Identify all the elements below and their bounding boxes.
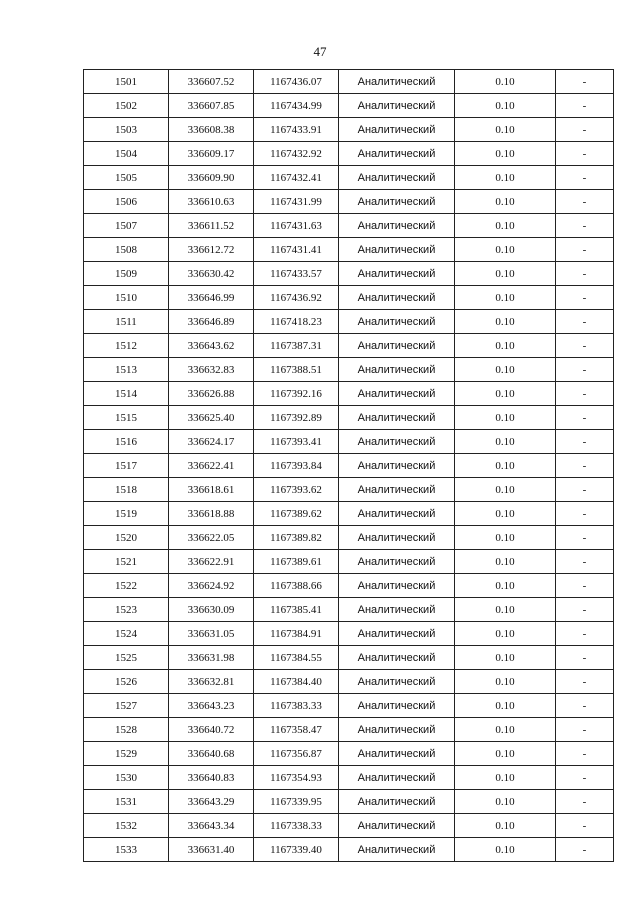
y-coordinate-cell: 1167388.51 (254, 358, 339, 382)
y-coordinate-cell: 1167392.16 (254, 382, 339, 406)
table-row (84, 358, 614, 382)
method-cell: Аналитический (339, 574, 455, 598)
x-coordinate-cell: 336618.61 (169, 478, 254, 502)
point-number-cell: 1524 (84, 622, 169, 646)
table-row (84, 478, 614, 502)
table-row (84, 742, 614, 766)
y-coordinate-cell: 1167389.82 (254, 526, 339, 550)
point-number-cell: 1501 (84, 70, 169, 94)
method-cell: Аналитический (339, 214, 455, 238)
y-coordinate-cell: 1167434.99 (254, 94, 339, 118)
table-row (84, 502, 614, 526)
table-row (84, 262, 614, 286)
table-row (84, 598, 614, 622)
note-cell: - (556, 694, 614, 718)
point-number-cell: 1512 (84, 334, 169, 358)
y-coordinate-cell: 1167393.41 (254, 430, 339, 454)
x-coordinate-cell: 336625.40 (169, 406, 254, 430)
note-cell: - (556, 454, 614, 478)
method-cell: Аналитический (339, 358, 455, 382)
note-cell: - (556, 814, 614, 838)
method-cell: Аналитический (339, 94, 455, 118)
y-coordinate-cell: 1167384.40 (254, 670, 339, 694)
x-coordinate-cell: 336640.72 (169, 718, 254, 742)
accuracy-cell: 0.10 (455, 70, 556, 94)
y-coordinate-cell: 1167389.62 (254, 502, 339, 526)
point-number-cell: 1528 (84, 718, 169, 742)
table-row (84, 166, 614, 190)
x-coordinate-cell: 336643.34 (169, 814, 254, 838)
table-row (84, 430, 614, 454)
note-cell: - (556, 742, 614, 766)
table-row (84, 454, 614, 478)
x-coordinate-cell: 336607.85 (169, 94, 254, 118)
note-cell: - (556, 238, 614, 262)
point-number-cell: 1502 (84, 94, 169, 118)
accuracy-cell: 0.10 (455, 790, 556, 814)
table-row (84, 70, 614, 94)
x-coordinate-cell: 336609.90 (169, 166, 254, 190)
x-coordinate-cell: 336610.63 (169, 190, 254, 214)
table-row (84, 574, 614, 598)
x-coordinate-cell: 336612.72 (169, 238, 254, 262)
accuracy-cell: 0.10 (455, 478, 556, 502)
point-number-cell: 1506 (84, 190, 169, 214)
accuracy-cell: 0.10 (455, 550, 556, 574)
x-coordinate-cell: 336643.62 (169, 334, 254, 358)
method-cell: Аналитический (339, 334, 455, 358)
point-number-cell: 1522 (84, 574, 169, 598)
note-cell: - (556, 430, 614, 454)
note-cell: - (556, 190, 614, 214)
method-cell: Аналитический (339, 310, 455, 334)
y-coordinate-cell: 1167384.91 (254, 622, 339, 646)
accuracy-cell: 0.10 (455, 622, 556, 646)
method-cell: Аналитический (339, 454, 455, 478)
y-coordinate-cell: 1167385.41 (254, 598, 339, 622)
y-coordinate-cell: 1167431.41 (254, 238, 339, 262)
method-cell: Аналитический (339, 766, 455, 790)
y-coordinate-cell: 1167354.93 (254, 766, 339, 790)
note-cell: - (556, 286, 614, 310)
accuracy-cell: 0.10 (455, 310, 556, 334)
y-coordinate-cell: 1167388.66 (254, 574, 339, 598)
method-cell: Аналитический (339, 814, 455, 838)
accuracy-cell: 0.10 (455, 430, 556, 454)
accuracy-cell: 0.10 (455, 574, 556, 598)
accuracy-cell: 0.10 (455, 838, 556, 862)
table-row (84, 622, 614, 646)
y-coordinate-cell: 1167431.99 (254, 190, 339, 214)
accuracy-cell: 0.10 (455, 406, 556, 430)
x-coordinate-cell: 336646.99 (169, 286, 254, 310)
y-coordinate-cell: 1167339.95 (254, 790, 339, 814)
accuracy-cell: 0.10 (455, 502, 556, 526)
method-cell: Аналитический (339, 406, 455, 430)
accuracy-cell: 0.10 (455, 166, 556, 190)
point-number-cell: 1514 (84, 382, 169, 406)
method-cell: Аналитический (339, 790, 455, 814)
method-cell: Аналитический (339, 70, 455, 94)
y-coordinate-cell: 1167384.55 (254, 646, 339, 670)
note-cell: - (556, 478, 614, 502)
x-coordinate-cell: 336631.40 (169, 838, 254, 862)
y-coordinate-cell: 1167418.23 (254, 310, 339, 334)
note-cell: - (556, 70, 614, 94)
y-coordinate-cell: 1167393.62 (254, 478, 339, 502)
x-coordinate-cell: 336622.91 (169, 550, 254, 574)
table-row (84, 550, 614, 574)
y-coordinate-cell: 1167431.63 (254, 214, 339, 238)
accuracy-cell: 0.10 (455, 598, 556, 622)
x-coordinate-cell: 336643.23 (169, 694, 254, 718)
point-number-cell: 1515 (84, 406, 169, 430)
x-coordinate-cell: 336611.52 (169, 214, 254, 238)
x-coordinate-cell: 336632.83 (169, 358, 254, 382)
y-coordinate-cell: 1167338.33 (254, 814, 339, 838)
point-number-cell: 1518 (84, 478, 169, 502)
table-row (84, 214, 614, 238)
note-cell: - (556, 646, 614, 670)
accuracy-cell: 0.10 (455, 694, 556, 718)
point-number-cell: 1511 (84, 310, 169, 334)
table-row (84, 766, 614, 790)
accuracy-cell: 0.10 (455, 454, 556, 478)
method-cell: Аналитический (339, 478, 455, 502)
x-coordinate-cell: 336631.98 (169, 646, 254, 670)
x-coordinate-cell: 336618.88 (169, 502, 254, 526)
point-number-cell: 1526 (84, 670, 169, 694)
table-row (84, 790, 614, 814)
table-row (84, 670, 614, 694)
accuracy-cell: 0.10 (455, 238, 556, 262)
accuracy-cell: 0.10 (455, 262, 556, 286)
point-number-cell: 1507 (84, 214, 169, 238)
y-coordinate-cell: 1167389.61 (254, 550, 339, 574)
table-row (84, 526, 614, 550)
table-row (84, 718, 614, 742)
y-coordinate-cell: 1167387.31 (254, 334, 339, 358)
table-row (84, 94, 614, 118)
method-cell: Аналитический (339, 286, 455, 310)
accuracy-cell: 0.10 (455, 142, 556, 166)
method-cell: Аналитический (339, 598, 455, 622)
y-coordinate-cell: 1167433.57 (254, 262, 339, 286)
note-cell: - (556, 718, 614, 742)
point-number-cell: 1532 (84, 814, 169, 838)
x-coordinate-cell: 336609.17 (169, 142, 254, 166)
method-cell: Аналитический (339, 646, 455, 670)
y-coordinate-cell: 1167432.92 (254, 142, 339, 166)
note-cell: - (556, 310, 614, 334)
y-coordinate-cell: 1167358.47 (254, 718, 339, 742)
accuracy-cell: 0.10 (455, 382, 556, 406)
accuracy-cell: 0.10 (455, 670, 556, 694)
note-cell: - (556, 790, 614, 814)
note-cell: - (556, 406, 614, 430)
note-cell: - (556, 670, 614, 694)
method-cell: Аналитический (339, 694, 455, 718)
method-cell: Аналитический (339, 550, 455, 574)
point-number-cell: 1533 (84, 838, 169, 862)
point-number-cell: 1527 (84, 694, 169, 718)
method-cell: Аналитический (339, 502, 455, 526)
method-cell: Аналитический (339, 622, 455, 646)
note-cell: - (556, 214, 614, 238)
table-row (84, 814, 614, 838)
table-row (84, 382, 614, 406)
table-row (84, 238, 614, 262)
method-cell: Аналитический (339, 670, 455, 694)
point-number-cell: 1523 (84, 598, 169, 622)
table-row (84, 694, 614, 718)
note-cell: - (556, 550, 614, 574)
point-number-cell: 1505 (84, 166, 169, 190)
table-row (84, 190, 614, 214)
method-cell: Аналитический (339, 142, 455, 166)
method-cell: Аналитический (339, 838, 455, 862)
point-number-cell: 1508 (84, 238, 169, 262)
point-number-cell: 1503 (84, 118, 169, 142)
x-coordinate-cell: 336622.05 (169, 526, 254, 550)
y-coordinate-cell: 1167392.89 (254, 406, 339, 430)
method-cell: Аналитический (339, 118, 455, 142)
point-number-cell: 1519 (84, 502, 169, 526)
table-row (84, 646, 614, 670)
method-cell: Аналитический (339, 262, 455, 286)
coordinates-table (83, 69, 614, 862)
note-cell: - (556, 502, 614, 526)
y-coordinate-cell: 1167432.41 (254, 166, 339, 190)
point-number-cell: 1520 (84, 526, 169, 550)
table-row (84, 334, 614, 358)
x-coordinate-cell: 336626.88 (169, 382, 254, 406)
x-coordinate-cell: 336646.89 (169, 310, 254, 334)
table-row (84, 118, 614, 142)
note-cell: - (556, 622, 614, 646)
point-number-cell: 1529 (84, 742, 169, 766)
note-cell: - (556, 526, 614, 550)
x-coordinate-cell: 336640.83 (169, 766, 254, 790)
x-coordinate-cell: 336631.05 (169, 622, 254, 646)
note-cell: - (556, 142, 614, 166)
point-number-cell: 1525 (84, 646, 169, 670)
note-cell: - (556, 766, 614, 790)
method-cell: Аналитический (339, 718, 455, 742)
note-cell: - (556, 94, 614, 118)
y-coordinate-cell: 1167433.91 (254, 118, 339, 142)
accuracy-cell: 0.10 (455, 94, 556, 118)
y-coordinate-cell: 1167356.87 (254, 742, 339, 766)
point-number-cell: 1531 (84, 790, 169, 814)
accuracy-cell: 0.10 (455, 286, 556, 310)
method-cell: Аналитический (339, 166, 455, 190)
point-number-cell: 1510 (84, 286, 169, 310)
x-coordinate-cell: 336607.52 (169, 70, 254, 94)
y-coordinate-cell: 1167393.84 (254, 454, 339, 478)
point-number-cell: 1521 (84, 550, 169, 574)
method-cell: Аналитический (339, 190, 455, 214)
table-row (84, 406, 614, 430)
table-body (84, 70, 614, 862)
x-coordinate-cell: 336640.68 (169, 742, 254, 766)
note-cell: - (556, 166, 614, 190)
accuracy-cell: 0.10 (455, 742, 556, 766)
accuracy-cell: 0.10 (455, 190, 556, 214)
accuracy-cell: 0.10 (455, 214, 556, 238)
method-cell: Аналитический (339, 742, 455, 766)
point-number-cell: 1516 (84, 430, 169, 454)
y-coordinate-cell: 1167339.40 (254, 838, 339, 862)
accuracy-cell: 0.10 (455, 766, 556, 790)
page-number: 47 (313, 44, 327, 59)
x-coordinate-cell: 336643.29 (169, 790, 254, 814)
accuracy-cell: 0.10 (455, 118, 556, 142)
note-cell: - (556, 838, 614, 862)
accuracy-cell: 0.10 (455, 718, 556, 742)
note-cell: - (556, 334, 614, 358)
y-coordinate-cell: 1167436.07 (254, 70, 339, 94)
y-coordinate-cell: 1167436.92 (254, 286, 339, 310)
x-coordinate-cell: 336630.42 (169, 262, 254, 286)
accuracy-cell: 0.10 (455, 526, 556, 550)
note-cell: - (556, 118, 614, 142)
x-coordinate-cell: 336608.38 (169, 118, 254, 142)
accuracy-cell: 0.10 (455, 334, 556, 358)
method-cell: Аналитический (339, 526, 455, 550)
method-cell: Аналитический (339, 430, 455, 454)
x-coordinate-cell: 336624.17 (169, 430, 254, 454)
note-cell: - (556, 574, 614, 598)
point-number-cell: 1530 (84, 766, 169, 790)
point-number-cell: 1513 (84, 358, 169, 382)
note-cell: - (556, 358, 614, 382)
table-row (84, 286, 614, 310)
x-coordinate-cell: 336630.09 (169, 598, 254, 622)
accuracy-cell: 0.10 (455, 358, 556, 382)
point-number-cell: 1517 (84, 454, 169, 478)
note-cell: - (556, 262, 614, 286)
table-row (84, 142, 614, 166)
accuracy-cell: 0.10 (455, 814, 556, 838)
y-coordinate-cell: 1167383.33 (254, 694, 339, 718)
note-cell: - (556, 382, 614, 406)
note-cell: - (556, 598, 614, 622)
method-cell: Аналитический (339, 382, 455, 406)
table-row (84, 310, 614, 334)
method-cell: Аналитический (339, 238, 455, 262)
x-coordinate-cell: 336624.92 (169, 574, 254, 598)
accuracy-cell: 0.10 (455, 646, 556, 670)
x-coordinate-cell: 336632.81 (169, 670, 254, 694)
x-coordinate-cell: 336622.41 (169, 454, 254, 478)
point-number-cell: 1509 (84, 262, 169, 286)
table-row (84, 838, 614, 862)
point-number-cell: 1504 (84, 142, 169, 166)
